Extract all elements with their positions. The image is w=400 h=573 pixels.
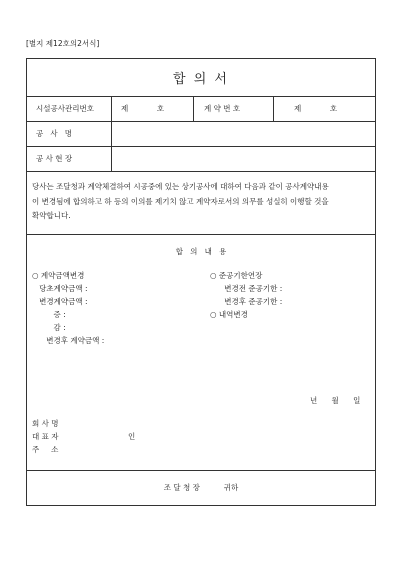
divider bbox=[26, 171, 376, 172]
divider bbox=[26, 121, 376, 122]
left-item: 증 : bbox=[32, 310, 66, 319]
serial-value: 제 호 bbox=[121, 104, 165, 113]
agreement-heading: 합 의 내 용 bbox=[175, 247, 227, 256]
document-title: 합 의 서 bbox=[173, 72, 229, 87]
contract-number-value: 제 호 bbox=[294, 104, 338, 113]
company-name-label: 회 사 명 bbox=[32, 419, 59, 428]
left-item: 변경후 계약금액 : bbox=[32, 336, 105, 345]
construction-name-label: 공 사 명 bbox=[36, 129, 73, 138]
representative-label: 대 표 자 bbox=[32, 432, 59, 441]
right-item: ○ 내역변경 bbox=[210, 310, 248, 319]
serial-label: 시설공사관리번호 bbox=[36, 104, 94, 113]
left-item: 변경계약금액 : bbox=[32, 297, 88, 306]
form-frame bbox=[26, 58, 376, 506]
column-divider bbox=[273, 96, 274, 121]
left-item: ○ 계약금액변경 bbox=[32, 271, 85, 280]
statement-line: 확약합니다. bbox=[32, 211, 71, 220]
divider bbox=[26, 146, 376, 147]
column-divider bbox=[193, 96, 194, 121]
statement-line: 당사는 조달청과 계약체결하여 시공중에 있는 상기공사에 대하여 다음과 같이 공사계약내용 bbox=[32, 182, 329, 191]
left-item: 당초계약금액 : bbox=[32, 284, 88, 293]
contract-number-label: 계 약 번 호 bbox=[204, 104, 241, 113]
column-divider bbox=[111, 96, 112, 171]
seal-mark: 인 bbox=[128, 432, 136, 441]
divider bbox=[26, 234, 376, 235]
construction-site-label: 공 사 현 장 bbox=[36, 154, 73, 163]
statement-line: 이 변경됨에 합의하고 하 등의 이의를 제기치 않고 계약자로서의 의무를 성실히 이행할 것을 bbox=[32, 197, 329, 206]
divider bbox=[26, 470, 376, 471]
right-item: 변경전 준공기한 : bbox=[210, 284, 283, 293]
divider bbox=[26, 96, 376, 97]
left-item: 감 : bbox=[32, 323, 66, 332]
date-line: 년 월 일 bbox=[310, 396, 361, 405]
form-number-label: [별지 제12호의2서식] bbox=[26, 39, 100, 48]
recipient-line: 조 달 청 장 귀하 bbox=[163, 483, 239, 492]
address-label: 주 소 bbox=[32, 445, 59, 454]
right-item: 변경후 준공기한 : bbox=[210, 297, 283, 306]
right-item: ○ 준공기한연장 bbox=[210, 271, 263, 280]
